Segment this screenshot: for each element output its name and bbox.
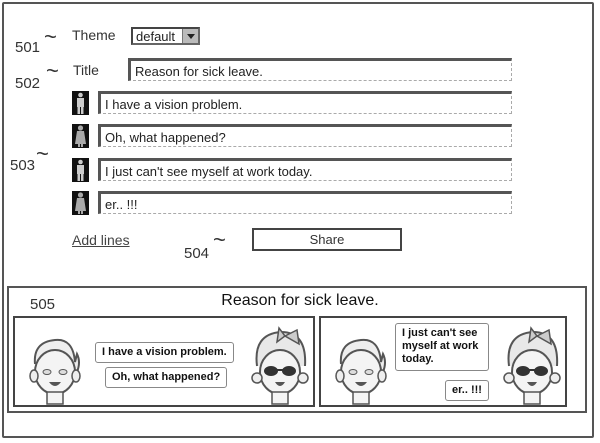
- speech-bubble: er.. !!!: [445, 380, 489, 401]
- chevron-down-icon[interactable]: [182, 29, 198, 43]
- title-input[interactable]: Reason for sick leave.: [128, 58, 512, 81]
- add-lines-link[interactable]: Add lines: [72, 232, 130, 248]
- comic-panel: [13, 316, 315, 407]
- comic-title: Reason for sick leave.: [221, 292, 379, 309]
- male-person-icon[interactable]: [72, 91, 89, 115]
- speech-bubble: Oh, what happened?: [105, 367, 227, 388]
- theme-label: Theme: [72, 27, 116, 43]
- dialogue-line-input[interactable]: I just can't see myself at work today.: [98, 158, 512, 181]
- female-person-icon[interactable]: [72, 191, 89, 215]
- theme-select-value: default: [136, 29, 176, 44]
- leader-line: ~: [44, 24, 57, 49]
- male-person-icon[interactable]: [72, 158, 89, 182]
- dialogue-line-input[interactable]: er.. !!!: [98, 191, 512, 214]
- male-face-icon: [25, 332, 85, 407]
- leader-line: ~: [213, 227, 226, 252]
- male-face-icon: [331, 332, 391, 407]
- speech-bubble: I have a vision problem.: [95, 342, 234, 363]
- dialogue-line-input[interactable]: I have a vision problem.: [98, 91, 512, 114]
- speech-bubble: I just can't see myself at work today.: [395, 323, 489, 371]
- leader-line: ~: [36, 141, 49, 166]
- female-face-icon: [249, 326, 311, 406]
- ref-label-503: 503: [10, 157, 36, 174]
- ref-label-501: 501: [15, 39, 41, 56]
- dialogue-line-input[interactable]: Oh, what happened?: [98, 124, 512, 147]
- ref-label-502: 502: [15, 75, 41, 92]
- leader-line: ~: [46, 58, 59, 83]
- theme-select[interactable]: [131, 27, 200, 45]
- share-button[interactable]: Share: [252, 228, 402, 251]
- ref-label-504: 504: [184, 245, 210, 262]
- female-person-icon[interactable]: [72, 124, 89, 148]
- title-label: Title: [73, 62, 99, 78]
- comic-panel: [319, 316, 567, 407]
- ref-label-505: 505: [30, 296, 56, 313]
- female-face-icon: [501, 326, 563, 406]
